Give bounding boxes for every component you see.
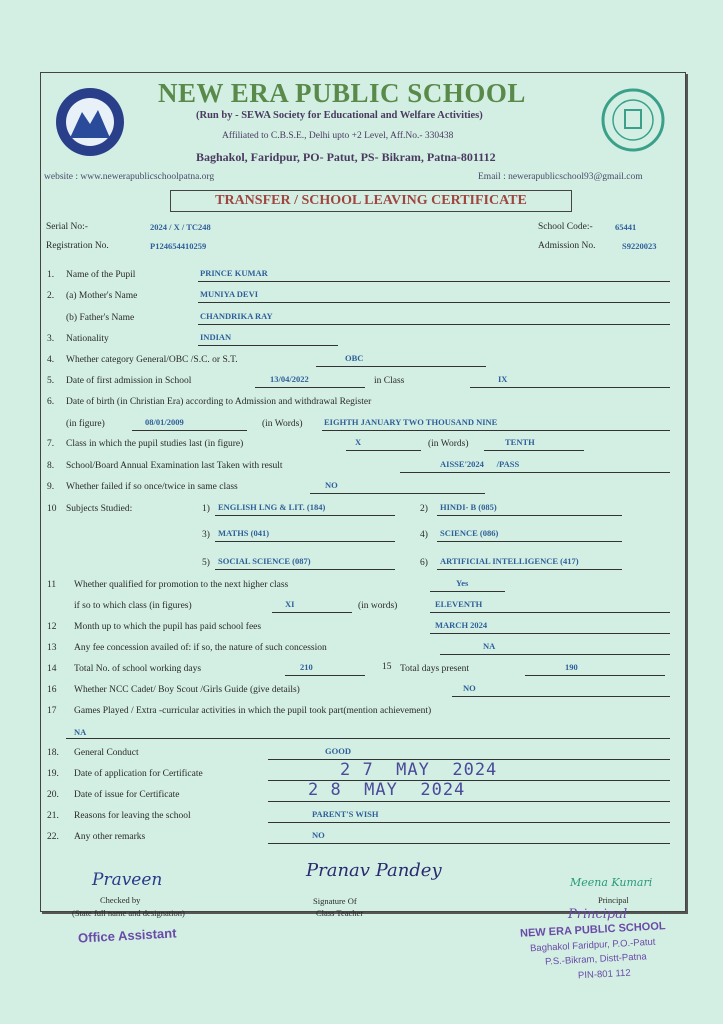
underline (132, 430, 247, 431)
underline (268, 843, 670, 844)
subject-6: ARTIFICIAL INTELLIGENCE (417) (440, 556, 579, 566)
promotion-value: Yes (456, 578, 469, 588)
ncc-value: NO (463, 683, 476, 693)
underline (484, 450, 584, 451)
item-number: 12 (47, 622, 57, 632)
underline (198, 324, 670, 325)
underline (310, 493, 485, 494)
item-number: 10 (47, 504, 57, 514)
conduct-label: General Conduct (74, 748, 139, 758)
nationality-label: Nationality (66, 334, 109, 344)
conduct-value: GOOD (325, 746, 351, 756)
item-number: 11 (47, 580, 57, 590)
father-name-value: CHANDRIKA RAY (200, 311, 273, 321)
checked-by-note: (State full name and designation) (72, 908, 185, 918)
item-number: 22. (47, 832, 59, 842)
item-number: 19. (47, 769, 59, 779)
admission-date-label: Date of first admission in School (66, 376, 192, 386)
issue-date-label: Date of issue for Certificate (74, 790, 180, 800)
class-teacher-signature: Pranav Pandey (306, 860, 442, 881)
checked-by-signature: Praveen (92, 870, 163, 890)
website: website : www.newerapublicschoolpatna.org (44, 172, 215, 182)
failed-value: NO (325, 480, 338, 490)
leaving-reason-label: Reasons for leaving the school (74, 811, 191, 821)
item-number: 3. (47, 334, 55, 344)
item-number: 2. (47, 291, 55, 301)
underline (255, 387, 365, 388)
days-present-label: Total days present (400, 664, 469, 674)
underline (437, 569, 622, 570)
serial-value: 2024 / X / TC248 (150, 222, 211, 232)
underline (198, 281, 670, 282)
underline (66, 738, 670, 739)
teacher-signature-label: Signature Of (313, 896, 357, 906)
item-number: 5. (47, 376, 55, 386)
school-stamp-line: P.S.-Bikram, Distt-Patna (544, 951, 647, 968)
item-number: 18. (47, 748, 59, 758)
subject-number: 2) (420, 504, 428, 514)
working-days-value: 210 (300, 662, 313, 672)
item-number: 6. (47, 397, 55, 407)
school-code-label: School Code:- (538, 222, 593, 232)
underline (437, 541, 622, 542)
category-value: OBC (345, 353, 364, 363)
principal-label: Principal (598, 895, 629, 905)
last-class-label: Class in which the pupil studies last (in figure) (66, 439, 244, 449)
fees-label: Month up to which the pupil has paid school fees (74, 622, 262, 632)
school-name: NEW ERA PUBLIC SCHOOL (158, 78, 526, 108)
affiliation: Affiliated to C.B.S.E., Delhi upto +2 Level, Aff.No.- 330438 (222, 131, 454, 141)
dob-words-value: EIGHTH JANUARY TWO THOUSAND NINE (324, 417, 498, 427)
class-teacher-label: Class Teacher (316, 908, 364, 918)
concession-label: Any fee concession availed of: if so, the nature of such concession (74, 643, 327, 653)
underline (437, 515, 622, 516)
cbse-logo (600, 82, 666, 162)
subject-2: HINDI- B (085) (440, 502, 497, 512)
serial-label: Serial No:- (46, 222, 88, 232)
subject-3: MATHS (041) (218, 528, 270, 538)
underline (430, 633, 670, 634)
pupil-name-label: Name of the Pupil (66, 270, 136, 280)
category-label: Whether category General/OBC /S.C. or S.T. (66, 355, 238, 365)
item-number: 9. (47, 482, 55, 492)
admission-class-value: IX (498, 374, 508, 384)
underline (198, 345, 338, 346)
father-name-label: (b) Father's Name (66, 313, 135, 323)
underline (400, 472, 670, 473)
next-class-words-label: (in words) (358, 601, 398, 611)
underline (430, 612, 670, 613)
underline (316, 366, 486, 367)
item-number: 21. (47, 811, 59, 821)
underline (440, 654, 670, 655)
pupil-name-value: PRINCE KUMAR (200, 268, 268, 278)
working-days-label: Total No. of school working days (74, 664, 202, 674)
underline (272, 612, 352, 613)
ncc-label: Whether NCC Cadet/ Boy Scout /Girls Guide (give details) (74, 685, 300, 695)
school-stamp-line: Baghakol Faridpur, P.O.-Patut (529, 936, 656, 955)
underline (346, 450, 421, 451)
admission-value: S9220023 (622, 241, 657, 251)
underline (452, 696, 670, 697)
mother-name-label: (a) Mother's Name (66, 291, 138, 301)
underline (268, 801, 670, 802)
underline (215, 515, 395, 516)
exam-value: AISSE'2024 /PASS (440, 459, 520, 469)
registration-label: Registration No. (46, 241, 109, 251)
underline (215, 569, 395, 570)
subject-number: 4) (420, 530, 428, 540)
underline (430, 591, 505, 592)
item-number: 7. (47, 439, 55, 449)
subject-number: 6) (420, 558, 428, 568)
subject-4: SCIENCE (086) (440, 528, 499, 538)
subject-1: ENGLISH LNG & LIT. (184) (218, 502, 326, 512)
days-present-value: 190 (565, 662, 578, 672)
nationality-value: INDIAN (200, 332, 232, 342)
subject-number: 3) (202, 530, 210, 540)
mother-name-value: MUNIYA DEVI (200, 289, 259, 299)
underline (322, 430, 670, 431)
activities-value: NA (74, 727, 87, 737)
subjects-label: Subjects Studied: (66, 504, 133, 514)
dob-figure-value: 08/01/2009 (145, 417, 184, 427)
item-number: 15 (382, 662, 392, 672)
underline (215, 541, 395, 542)
item-number: 4. (47, 355, 55, 365)
last-class-words-label: (in Words) (428, 439, 469, 449)
fees-value: MARCH 2024 (435, 620, 488, 630)
next-class-words-value: ELEVENTH (435, 599, 483, 609)
item-number: 20. (47, 790, 59, 800)
concession-value: NA (483, 641, 496, 651)
checked-by-label: Checked by (100, 895, 141, 905)
underline (198, 302, 670, 303)
leaving-reason-value: PARENT'S WISH (312, 809, 379, 819)
subject-number: 1) (202, 504, 210, 514)
school-stamp-line: PIN-801 112 (577, 967, 631, 982)
application-date-label: Date of application for Certificate (74, 769, 203, 779)
school-code-value: 65441 (615, 222, 637, 232)
promotion-label: Whether qualified for promotion to the next higher class (74, 580, 289, 590)
run-by: (Run by - SEWA Society for Educational and Welfare Activities) (196, 110, 483, 121)
item-number: 16 (47, 685, 57, 695)
registration-value: P124654410259 (150, 241, 207, 251)
remarks-value: NO (312, 830, 325, 840)
underline (525, 675, 665, 676)
email: Email : newerapublicschool93@gmail.com (478, 172, 643, 182)
admission-date-value: 13/04/2022 (270, 374, 309, 384)
item-number: 14 (47, 664, 57, 674)
school-logo (52, 84, 128, 160)
next-class-figure-value: XI (285, 599, 295, 609)
certificate-title: TRANSFER / SCHOOL LEAVING CERTIFICATE (170, 190, 572, 212)
remarks-label: Any other remarks (74, 832, 146, 842)
underline (285, 675, 365, 676)
subject-5: SOCIAL SCIENCE (087) (218, 556, 311, 566)
dob-label: Date of birth (in Christian Era) according to Admission and withdrawal Register (66, 397, 372, 407)
dob-words-label: (in Words) (262, 419, 303, 429)
underline (470, 387, 670, 388)
application-date-stamp: 2 7 MAY 2024 (340, 760, 498, 780)
next-class-figure-label: if so to which class (in figures) (74, 601, 192, 611)
address: Baghakol, Faridpur, PO- Patut, PS- Bikram, Patna-801112 (196, 150, 496, 164)
principal-stamp-title: Principal (568, 907, 628, 922)
school-stamp-name: NEW ERA PUBLIC SCHOOL (519, 920, 666, 940)
exam-label: School/Board Annual Examination last Taken with result (66, 461, 283, 471)
item-number: 17 (47, 706, 57, 716)
last-class-figure-value: X (355, 437, 362, 447)
admission-class-label: in Class (374, 376, 405, 386)
admission-label: Admission No. (538, 241, 596, 251)
dob-figure-label: (in figure) (66, 419, 105, 429)
last-class-words-value: TENTH (505, 437, 535, 447)
principal-signature: Meena Kumari (570, 876, 653, 889)
subject-number: 5) (202, 558, 210, 568)
activities-label: Games Played / Extra -curricular activities in which the pupil took part(mention achievement) (74, 706, 432, 716)
failed-label: Whether failed if so once/twice in same class (66, 482, 238, 492)
office-assistant-stamp: Office Assistant (77, 925, 177, 946)
item-number: 8. (47, 461, 55, 471)
issue-date-stamp: 2 8 MAY 2024 (308, 780, 466, 800)
item-number: 13 (47, 643, 57, 653)
item-number: 1. (47, 270, 55, 280)
underline (268, 822, 670, 823)
